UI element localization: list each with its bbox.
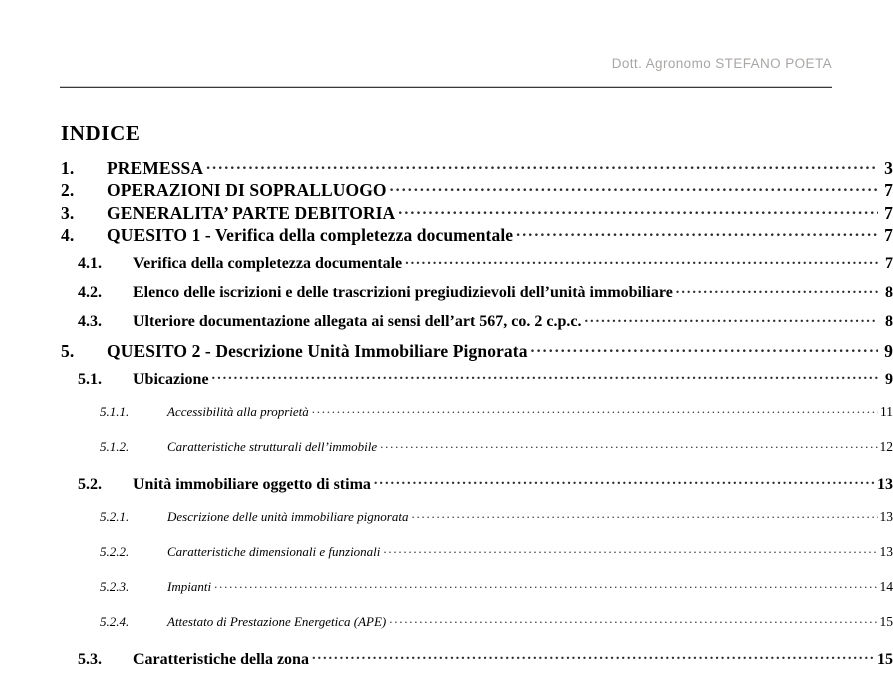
toc-entry-number: 5. xyxy=(61,340,107,362)
toc-dot-leader xyxy=(390,179,878,197)
page-header xyxy=(0,0,893,90)
toc-dot-leader xyxy=(398,201,878,219)
toc-entry-label: Caratteristiche della zona xyxy=(133,645,309,674)
toc-entry[interactable] xyxy=(78,645,893,674)
toc-dot-leader xyxy=(405,252,878,268)
toc-entry-label: PREMESSA xyxy=(107,157,203,179)
toc-entry-label: Impianti xyxy=(167,569,211,604)
toc-entry-number: 3. xyxy=(61,202,107,224)
toc-dot-leader xyxy=(585,310,878,326)
toc-entry[interactable] xyxy=(78,365,893,394)
toc-entry-label: Attestato di Prestazione Energetica (APE) xyxy=(167,604,386,639)
toc-entry-label: Ubicazione xyxy=(133,365,209,394)
toc-entry-number: 5.3. xyxy=(78,645,133,674)
toc-dot-leader xyxy=(312,648,875,664)
toc-entry-page-number: 11 xyxy=(879,394,893,429)
toc-entry[interactable] xyxy=(61,224,893,247)
toc-list xyxy=(0,156,893,674)
toc-dot-leader xyxy=(214,578,877,591)
toc-entry-number: 4.2. xyxy=(78,278,133,307)
toc-entry-label: OPERAZIONI DI SOPRALLUOGO xyxy=(107,179,387,201)
toc-dot-leader xyxy=(212,368,878,384)
toc-dot-leader xyxy=(676,281,878,297)
toc-entry-number: 5.1. xyxy=(78,365,133,394)
toc-entry[interactable] xyxy=(78,249,893,278)
toc-entry-label: Caratteristiche dimensionali e funzionali xyxy=(167,534,380,569)
page-title: INDICE xyxy=(61,123,893,144)
toc-entry-label: Descrizione delle unità immobiliare pignorata xyxy=(167,499,408,534)
toc-dot-leader xyxy=(312,403,878,416)
toc-entry-page-number: 12 xyxy=(879,429,893,464)
toc-entry-label: Verifica della completezza documentale xyxy=(133,249,402,278)
toc-entry[interactable] xyxy=(78,278,893,307)
toc-entry[interactable] xyxy=(78,470,893,499)
header-divider xyxy=(60,86,832,88)
toc-entry-page-number: 9 xyxy=(879,340,893,362)
toc-dot-leader xyxy=(383,543,877,556)
toc-entry-label: Unità immobiliare oggetto di stima xyxy=(133,470,371,499)
toc-dot-leader xyxy=(531,339,878,357)
toc-entry[interactable] xyxy=(100,394,893,429)
toc-entry-page-number: 14 xyxy=(879,569,893,604)
toc-entry-page-number: 13 xyxy=(879,534,893,569)
toc-entry-number: 5.1.2. xyxy=(100,429,167,464)
toc-entry[interactable] xyxy=(61,339,893,362)
toc-dot-leader xyxy=(389,613,877,626)
toc-entry-page-number: 7 xyxy=(879,249,893,278)
toc-entry-page-number: 15 xyxy=(876,645,893,674)
toc-entry[interactable] xyxy=(61,201,893,224)
toc-entry-number: 4. xyxy=(61,224,107,246)
toc-entry-number: 5.1.1. xyxy=(100,394,167,429)
toc-entry-label: Accessibilità alla proprietà xyxy=(167,394,309,429)
toc-entry-number: 2. xyxy=(61,179,107,201)
toc-entry[interactable] xyxy=(100,569,893,604)
toc-entry[interactable] xyxy=(100,499,893,534)
table-of-contents xyxy=(0,90,893,674)
toc-entry-page-number: 8 xyxy=(879,278,893,307)
toc-entry[interactable] xyxy=(61,179,893,202)
toc-entry[interactable] xyxy=(100,604,893,639)
toc-entry-page-number: 7 xyxy=(879,179,893,201)
toc-entry[interactable] xyxy=(100,429,893,464)
toc-entry-page-number: 8 xyxy=(879,307,893,336)
toc-entry-number: 5.2. xyxy=(78,470,133,499)
toc-entry-label: Ulteriore documentazione allegata ai sensi dell’art 567, co. 2 c.p.c. xyxy=(133,307,582,336)
toc-entry-page-number: 13 xyxy=(879,499,893,534)
header-author-label: Dott. Agronomo STEFANO POETA xyxy=(612,56,832,71)
toc-entry-label: GENERALITA’ PARTE DEBITORIA xyxy=(107,202,395,224)
toc-entry-page-number: 15 xyxy=(879,604,893,639)
toc-entry-number: 4.3. xyxy=(78,307,133,336)
toc-dot-leader xyxy=(374,473,875,489)
toc-entry-number: 5.2.3. xyxy=(100,569,167,604)
toc-dot-leader xyxy=(516,224,878,242)
toc-dot-leader xyxy=(206,156,878,174)
toc-entry[interactable] xyxy=(100,534,893,569)
toc-entry-number: 5.2.2. xyxy=(100,534,167,569)
toc-entry-label: QUESITO 1 - Verifica della completezza documentale xyxy=(107,224,513,246)
toc-entry-page-number: 9 xyxy=(879,365,893,394)
toc-entry-label: Caratteristiche strutturali dell’immobile xyxy=(167,429,377,464)
toc-entry-number: 1. xyxy=(61,157,107,179)
toc-dot-leader xyxy=(380,438,877,451)
toc-entry[interactable] xyxy=(78,307,893,336)
toc-entry-number: 4.1. xyxy=(78,249,133,278)
toc-entry-label: QUESITO 2 - Descrizione Unità Immobiliare Pignorata xyxy=(107,340,528,362)
toc-entry[interactable] xyxy=(61,156,893,179)
toc-entry-page-number: 7 xyxy=(879,202,893,224)
toc-dot-leader xyxy=(411,508,877,521)
toc-entry-number: 5.2.4. xyxy=(100,604,167,639)
toc-entry-label: Elenco delle iscrizioni e delle trascrizioni pregiudizievoli dell’unità immobiliare xyxy=(133,278,673,307)
toc-entry-page-number: 7 xyxy=(879,224,893,246)
toc-entry-number: 5.2.1. xyxy=(100,499,167,534)
toc-entry-page-number: 3 xyxy=(879,157,893,179)
toc-entry-page-number: 13 xyxy=(876,470,893,499)
